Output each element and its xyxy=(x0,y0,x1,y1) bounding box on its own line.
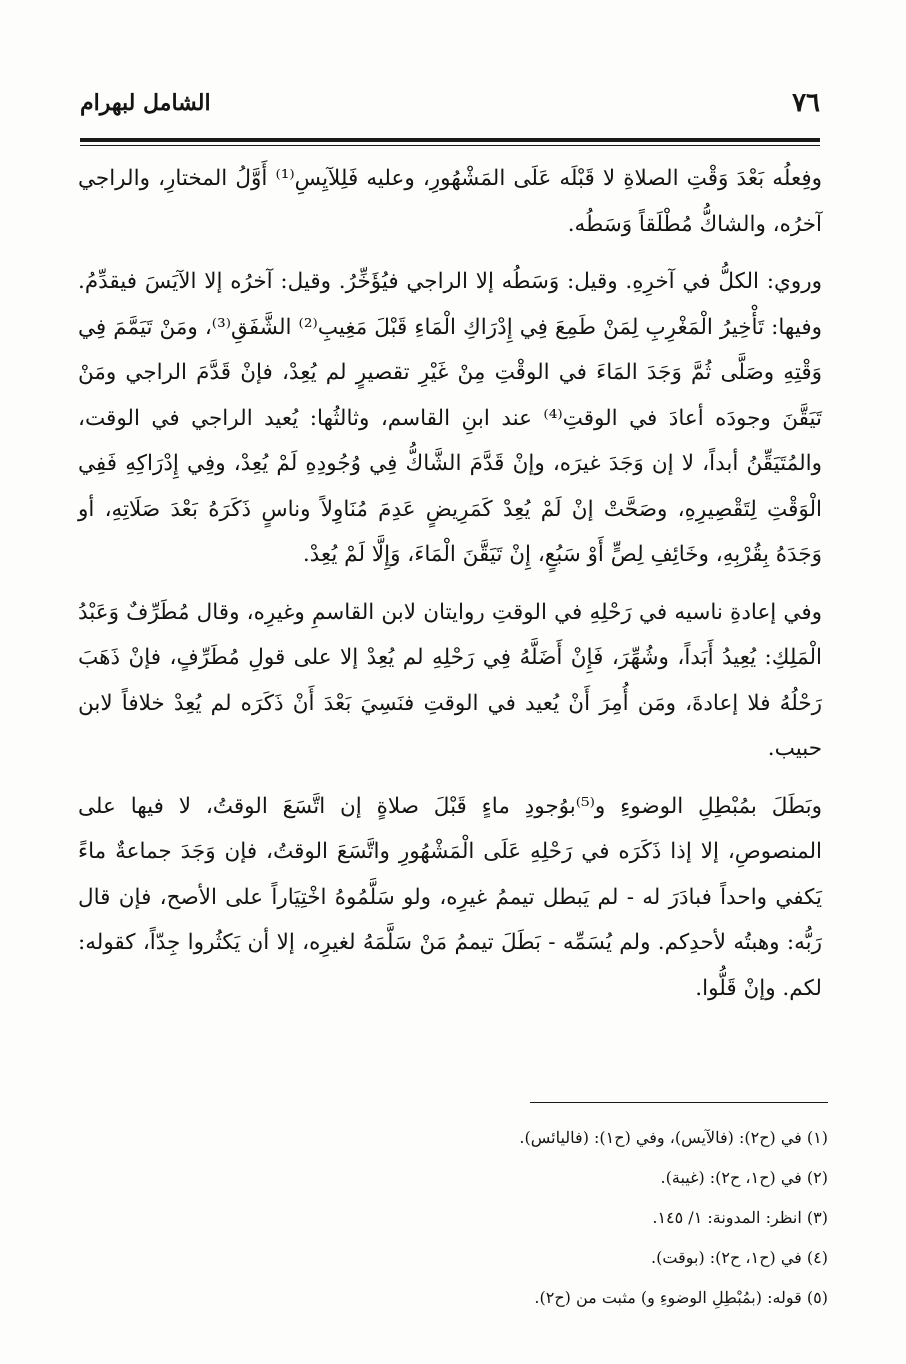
header-rule-thick xyxy=(80,138,820,142)
footnotes xyxy=(400,1118,828,1318)
footnote: (٤) في (ح١، ح٢): (بوقت). xyxy=(651,1248,828,1267)
page-header xyxy=(80,88,820,128)
footnote: (٣) انظر: المدونة: ١/ ١٤٥. xyxy=(652,1208,828,1227)
header-rule-thin xyxy=(80,145,820,146)
footnote: (٥) قوله: (بمُبْطِلِ الوضوءِ و) مثبت من (ح٢). xyxy=(534,1288,828,1307)
footnote-separator xyxy=(530,1102,828,1103)
footnote: (١) في (ح٢): (فالآيس)، وفي (ح١): (فاليائس). xyxy=(519,1128,828,1147)
page-number: ٧٦ xyxy=(792,88,820,118)
running-title: الشامل لبهرام xyxy=(80,90,211,116)
paragraph: وفِعلُه بَعْدَ وَقْتِ الصلاةِ لا قَبْلَه عَلَى المَشْهُورِ، وعليه فَلِلآيِسِ⁽¹⁾ أَوَّلُ المختارِ، والراجي آخرُه، والشاكُّ مُطْلَقاً وَسَطُه. xyxy=(78,166,822,237)
paragraph: وفي إعادةِ ناسيه في رَحْلِهِ في الوقتِ روايتان لابن القاسمِ وغيرِه، وقال مُطَرِّفٌ وَعَبْدُ الْمَلِكِ: يُعِيدُ أَبَداً، وشُهِّرَ، فَإِنْ أَضَلَّهُ فِي رَحْلِهِ لم يُعِدْ إلا على قولِ مُطَرِّفٍ، فإنْ ذَهَبَ رَحْلُهُ فلا إعادةَ، ومَن أُمِرَ أَنْ يُعيد في الوقتِ فنَسِيَ بَعْدَ أَنْ ذَكَرَه لم يُعِدْ خلافاً لابن حبيب. xyxy=(78,599,822,761)
paragraph: وبَطَلَ بمُبْطِلِ الوضوءِ و⁽⁵⁾بوُجودِ ماءٍ قَبْلَ صلاةٍ إن اتَّسَعَ الوقتُ، لا فيها على المنصوصِ، إلا إذا ذَكَرَه في رَحْلِهِ عَلَى الْمَشْهُورِ واتَّسَعَ الوقتُ، فإن وَجَدَ جماعةٌ ماءً يَكفي واحداً فبادَرَ له - لم يَبطل تيممُ غيرِه، ولو سَلَّمُوهُ اخْتِيَاراً على الأصح، فإن قال رَبُّه: وهبتُه لأحدِكم. ولم يُسَمِّه - بَطَلَ تيممُ مَنْ سَلَّمَهُ لغيرِه، إلا أن يَكثُروا جِدّاً، كقوله: لكم. وإنْ قَلُّوا. xyxy=(78,793,822,1001)
paragraph: وروي: الكلُّ في آخرِهِ. وقيل: وَسَطُه إلا الراجي فيُؤَخِّرُ. وقيل: آخرُه إلا الآيَسَ فيقدِّمُ. وفيها: تَأْخِيرُ الْمَغْرِبِ لِمَنْ طَمِعَ فِي إِدْرَاكِ الْمَاءِ قَبْلَ مَغِيبِ⁽²⁾ الشَّفَقِ⁽³⁾، ومَنْ تَيَمَّمَ فِي وَقْتِهِ وصَلَّى ثُمَّ وَجَدَ المَاءَ في الوقْتِ مِنْ غَيْرِ تقصيرٍ لم يُعِدْ، فإنْ قَدَّمَ الراجي ومَنْ تَيَقَّنَ وجودَه أعادَ في الوقتِ⁽⁴⁾ عند ابنِ القاسم، وثالثُها: يُعيد الراجي في الوقت، والمُتَيَقِّنُ أبداً، لا إن وَجَدَ غيرَه، وإنْ قَدَّمَ الشَّاكُّ فِي وُجُودِهِ لَمْ يُعِدْ، وفِي إِدْرَاكِهِ فَفِي الْوَقْتِ لِتَقْصِيرِهِ، وصَحَّتْ إنْ لَمْ يُعِدْ كَمَرِيضٍ عَدِمَ مُنَاوِلاً وناسٍ ذَكَرَهُ بَعْدَ صَلَاتِهِ، أو وَجَدَهُ بِقُرْبِهِ، وخَائِفِ لِصٍّ أَوْ سَبُعٍ، إِنْ تَيَقَّنَ الْمَاءَ، وَإِلَّا لَمْ يُعِدْ. xyxy=(78,269,822,567)
main-text xyxy=(78,156,822,1011)
footnote: (٢) في (ح١، ح٢): (غيبة). xyxy=(660,1168,828,1187)
